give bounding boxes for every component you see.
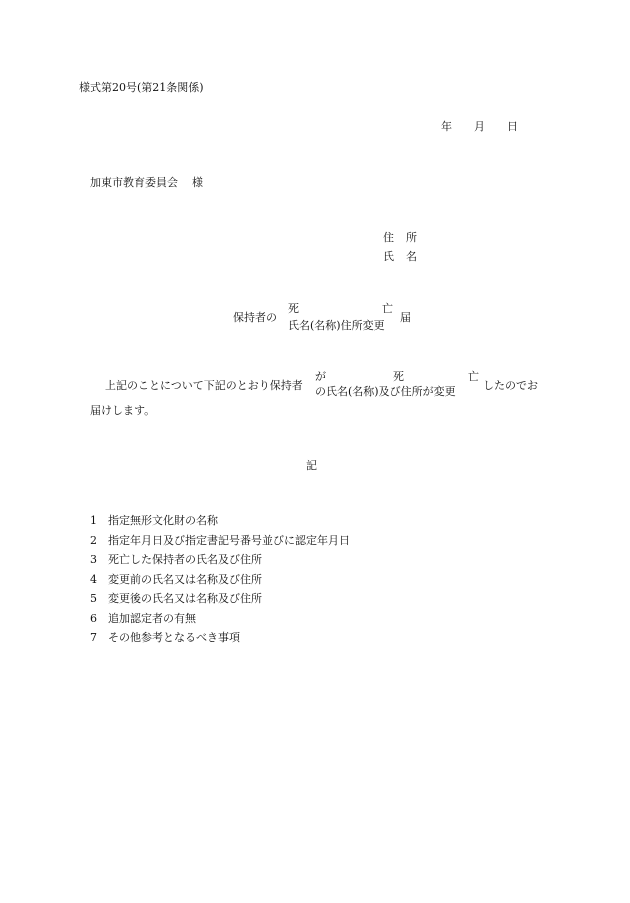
name-label-char-2: 名: [406, 250, 417, 263]
item-number: 3: [90, 553, 97, 566]
date-year-label: 年: [441, 120, 452, 133]
list-item: [90, 612, 350, 632]
body-option-shi: 死: [393, 370, 404, 383]
body-line1-start: 上記のことについて下記のとおり保持者: [105, 379, 303, 392]
date-line: [441, 120, 518, 133]
item-text: 変更後の氏名又は名称及び住所: [108, 592, 262, 605]
address-label-char-1: 住: [383, 231, 394, 244]
body-option-ga: が: [315, 370, 326, 383]
item-text: 変更前の氏名又は名称及び住所: [108, 572, 262, 586]
body-option-change: の氏名(名称)及び住所が変更: [315, 385, 456, 398]
item-number: 4: [90, 572, 97, 586]
body-option-bo: 亡: [468, 370, 479, 383]
list-item: [90, 631, 350, 651]
form-number: 様式第20号(第21条関係): [79, 81, 204, 94]
list-item: [90, 553, 350, 573]
date-day-label: 日: [507, 120, 518, 133]
list-item: [90, 514, 350, 534]
item-number: 2: [90, 533, 97, 547]
item-text: 死亡した保持者の氏名及び住所: [108, 553, 262, 566]
body-line1-end: したのでお: [483, 379, 538, 392]
address-label-char-2: 所: [406, 231, 417, 244]
item-number: 1: [90, 514, 97, 527]
ki-heading: 記: [306, 459, 317, 472]
item-number: 5: [90, 592, 97, 605]
title-option-shi: 死: [288, 302, 299, 315]
title-option-change: 氏名(名称)住所変更: [288, 319, 385, 332]
item-text: その他参考となるべき事項: [108, 631, 240, 644]
item-text: 追加認定者の有無: [108, 611, 196, 625]
item-number: 6: [90, 611, 97, 625]
title-prefix: 保持者の: [233, 311, 277, 324]
name-label-char-1: 氏: [383, 250, 394, 263]
date-month-label: 月: [474, 120, 485, 133]
title-suffix: 届: [400, 311, 411, 324]
addressee-name: 加東市教育委員会: [90, 176, 178, 189]
item-number: 7: [90, 631, 97, 644]
item-text: 指定年月日及び指定書記号番号並びに認定年月日: [108, 533, 350, 547]
list-item: [90, 573, 350, 593]
list-item: [90, 534, 350, 554]
addressee-honorific: 様: [192, 176, 203, 189]
applicant-address-label: [383, 231, 417, 244]
title-option-bo: 亡: [382, 302, 393, 315]
item-list: [90, 514, 350, 651]
addressee: [90, 176, 203, 189]
body-line2: 届けします。: [90, 404, 156, 417]
list-item: [90, 592, 350, 612]
applicant-name-label: [383, 250, 417, 263]
item-text: 指定無形文化財の名称: [108, 514, 218, 527]
